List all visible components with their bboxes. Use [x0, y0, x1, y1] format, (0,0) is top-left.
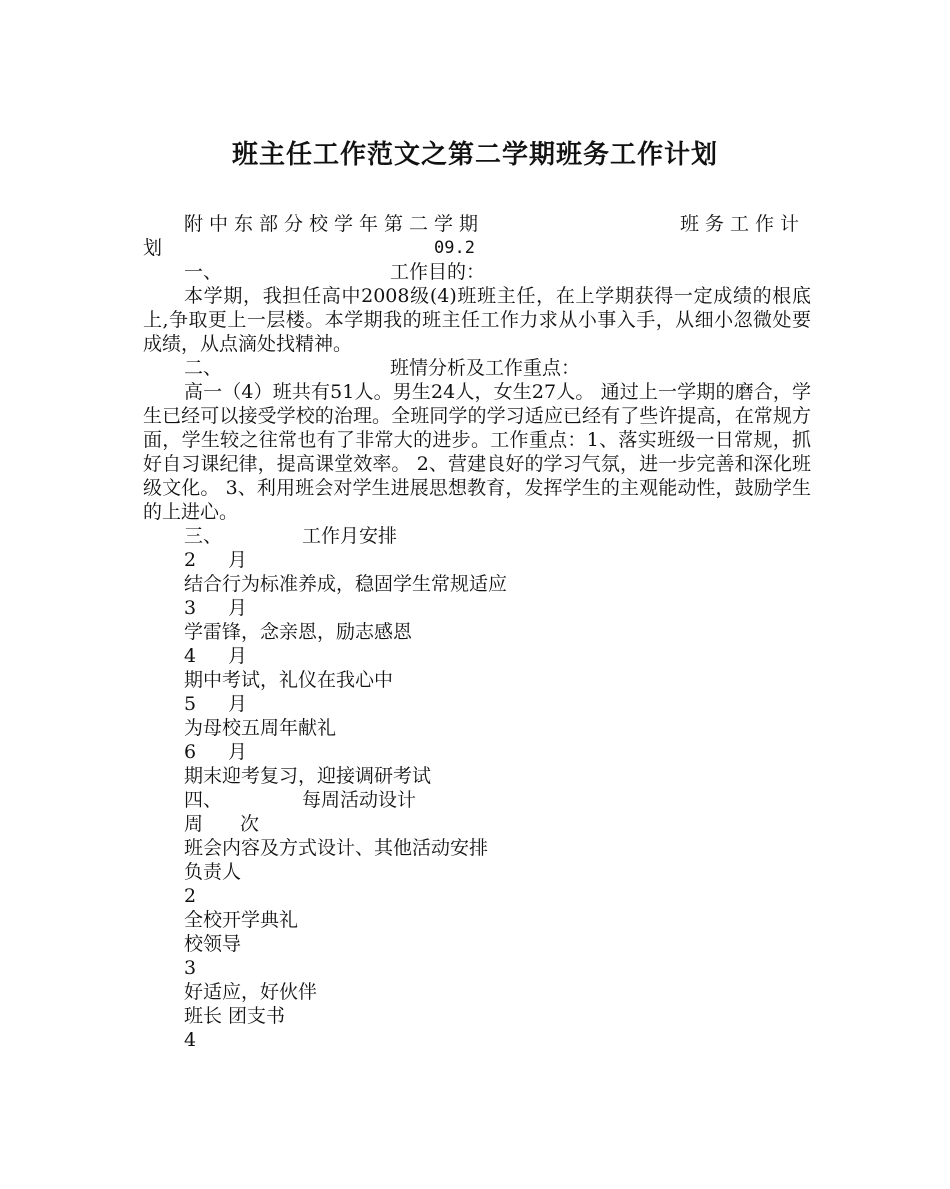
table-header-content: 班会内容及方式设计、其他活动安排 [184, 837, 489, 859]
table-header-week-suffix: 次 [240, 813, 260, 835]
plan-label-end: 划 [143, 237, 163, 259]
month-unit: 月 [228, 597, 248, 619]
month-task: 期中考试，礼仪在我心中 [184, 669, 394, 691]
month-task: 期末迎考复习，迎接调研考试 [184, 765, 432, 787]
section4-heading: 每周活动设计 [302, 789, 417, 811]
week-activity: 好适应，好伙伴 [184, 981, 318, 1003]
section2-number: 二、 [184, 357, 223, 379]
section4-number: 四、 [184, 789, 223, 811]
section1-heading: 工作目的： [390, 261, 486, 283]
table-header-owner: 负责人 [184, 861, 242, 883]
month-unit: 月 [228, 645, 248, 667]
month-task: 学雷锋，念亲恩，励志感恩 [184, 621, 413, 643]
month-unit: 月 [228, 693, 248, 715]
paragraph-analysis: 高一（4）班共有51人。男生24人，女生27人。 通过上一学期的磨合，学生已经可以接受学校的治理。全班同学的学习适应已经有了些许提高，在常规方面，学生较之往常也有了非常大的进步。工作重点：1、落实班级一日常规，抓好自习课纪律，提高课堂效率。 2、营建良好的学习气氛，进一步完善和深化班级文化。 3、利用班会对学生进展思想教育，发挥学生的主观能动性，鼓励学生的上进心。 [143, 381, 811, 523]
date-label: 09.2 [434, 238, 475, 258]
week-number: 2 [184, 885, 197, 907]
page-title: 班主任工作范文之第二学期班务工作计划 [231, 140, 718, 170]
section3-number: 三、 [184, 525, 223, 547]
section2-heading: 班情分析及工作重点： [390, 357, 581, 379]
week-owner: 校领导 [184, 933, 242, 955]
month-unit: 月 [228, 549, 248, 571]
month-number: 2 [184, 549, 197, 571]
school-semester-label: 附中东部分校学年第二学期 [184, 213, 485, 235]
table-header-week: 周 [184, 813, 204, 835]
month-number: 5 [184, 693, 197, 715]
week-activity: 全校开学典礼 [184, 909, 299, 931]
month-number: 4 [184, 645, 197, 667]
week-owner: 班长 团支书 [184, 1005, 286, 1027]
month-unit: 月 [228, 741, 248, 763]
week-number: 4 [184, 1029, 197, 1051]
section1-number: 一、 [184, 261, 223, 283]
month-number: 3 [184, 597, 197, 619]
week-number: 3 [184, 957, 197, 979]
plan-label-part: 班务工作计 [680, 213, 806, 235]
section3-heading: 工作月安排 [302, 525, 398, 547]
month-task: 结合行为标准养成，稳固学生常规适应 [184, 573, 508, 595]
paragraph-goal: 本学期，我担任高中2008级(4)班班主任，在上学期获得一定成绩的根底上,争取更上一层楼。本学期我的班主任工作力求从小事入手，从细小忽微处要成绩，从点滴处找精神。 [143, 285, 811, 355]
month-number: 6 [184, 741, 197, 763]
month-task: 为母校五周年献礼 [184, 717, 337, 739]
